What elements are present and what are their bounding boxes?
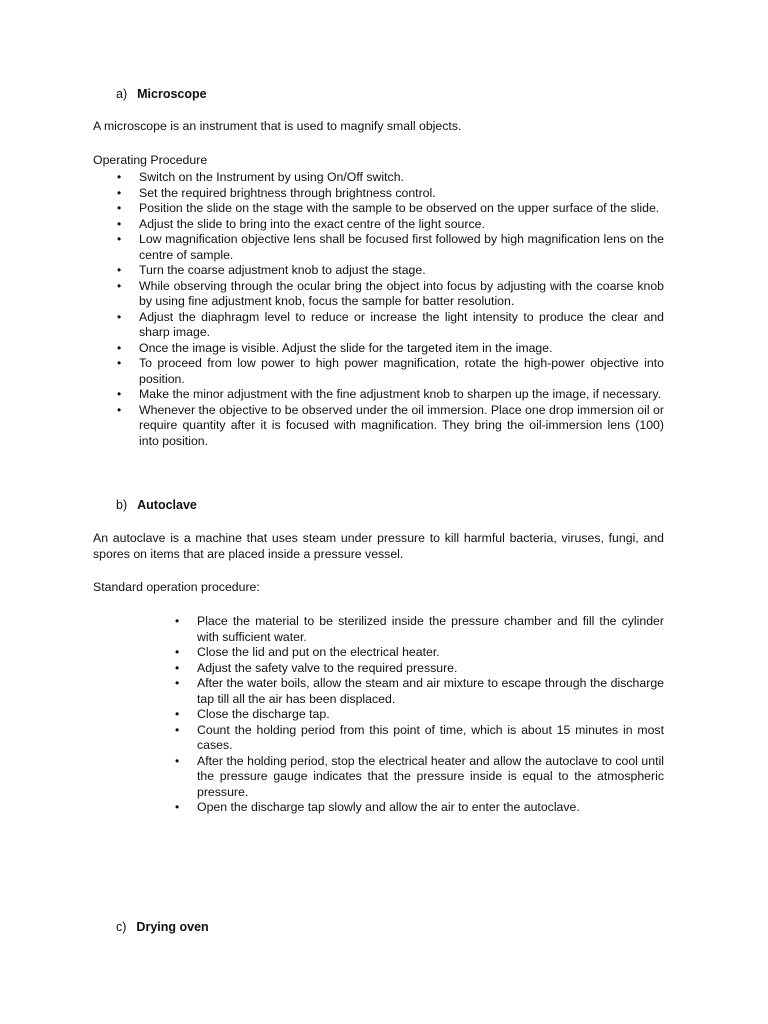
bullet-icon: • xyxy=(175,722,180,737)
list-item-text: Once the image is visible. Adjust the slide for the targeted item in the image. xyxy=(139,340,553,355)
section-title: Drying oven xyxy=(136,920,209,934)
list-item xyxy=(117,402,664,450)
bullet-icon: • xyxy=(175,753,180,768)
section-heading-drying-oven xyxy=(116,920,209,936)
list-item xyxy=(175,614,664,645)
section-letter: a) xyxy=(116,87,128,101)
list-item-text: Open the discharge tap slowly and allow the air to enter the autoclave. xyxy=(197,800,580,814)
list-item-text: Set the required brightness through brightness control. xyxy=(139,185,436,200)
list-item xyxy=(117,216,664,233)
bullet-icon: • xyxy=(117,170,122,184)
list-item-text: Switch on the Instrument by using On/Off switch. xyxy=(139,170,404,184)
list-item xyxy=(117,340,664,357)
bullet-icon: • xyxy=(175,645,180,659)
autoclave-procedure-heading: Standard operation procedure: xyxy=(93,580,260,594)
section-title: Microscope xyxy=(137,87,207,101)
list-item xyxy=(175,707,664,723)
list-item xyxy=(117,309,664,341)
list-item-text: While observing through the ocular bring the object into focus by adjusting with the coarse knob by using fine adjustment knob, focus the sample for batter resolution. xyxy=(139,278,664,308)
list-item xyxy=(117,232,664,263)
list-item-text: Count the holding period from this point of time, which is about 15 minutes in most cases. xyxy=(197,722,664,752)
list-item-text: Place the material to be sterilized inside the pressure chamber and fill the cylinder with sufficient water. xyxy=(197,614,664,644)
list-item xyxy=(117,387,664,403)
list-item-text: Turn the coarse adjustment knob to adjust the stage. xyxy=(139,263,426,277)
list-item-text: Whenever the objective to be observed under the oil immersion. Place one drop immersion oil or require quantity after it is focused with magnification. They bring the oil-immersion lens (100) into position. xyxy=(139,402,664,448)
list-item-text: Low magnification objective lens shall be focused first followed by high magnification lens on the centre of sample. xyxy=(139,232,664,262)
bullet-icon: • xyxy=(175,800,180,814)
bullet-icon: • xyxy=(175,707,180,721)
bullet-icon: • xyxy=(117,216,122,231)
list-item-text: After the water boils, allow the steam and air mixture to escape through the discharge tap till all the air has been displaced. xyxy=(197,676,664,706)
list-item xyxy=(117,263,664,279)
autoclave-intro: An autoclave is a machine that uses steam under pressure to kill harmful bacteria, viruses, fungi, and spores on items that are placed inside a pressure vessel. xyxy=(93,531,664,561)
list-item xyxy=(175,676,664,707)
bullet-icon: • xyxy=(117,185,122,200)
bullet-icon: • xyxy=(117,263,122,277)
bullet-icon: • xyxy=(117,340,122,355)
bullet-icon: • xyxy=(117,201,122,215)
list-item-text: Make the minor adjustment with the fine adjustment knob to sharpen up the image, if necessary. xyxy=(139,387,661,401)
list-item xyxy=(175,753,664,801)
list-item xyxy=(117,201,664,217)
bullet-icon: • xyxy=(175,660,180,675)
list-item-text: Adjust the safety valve to the required pressure. xyxy=(197,660,458,675)
section-heading-autoclave xyxy=(116,498,197,514)
list-item xyxy=(175,800,664,816)
bullet-icon: • xyxy=(117,387,122,401)
list-item-text: After the holding period, stop the electrical heater and allow the autoclave to cool until the pressure gauge indicates that the pressure inside is equal to the atmospheric pressure. xyxy=(197,753,664,799)
bullet-icon: • xyxy=(117,356,122,370)
bullet-icon: • xyxy=(117,402,122,417)
autoclave-steps-list xyxy=(175,614,664,816)
microscope-steps-list xyxy=(117,170,664,449)
list-item xyxy=(175,722,664,754)
bullet-icon: • xyxy=(117,309,122,324)
list-item xyxy=(175,645,664,661)
microscope-intro: A microscope is an instrument that is used to magnify small objects. xyxy=(93,119,462,133)
bullet-icon: • xyxy=(117,278,122,293)
list-item-text: Close the discharge tap. xyxy=(197,707,330,721)
list-item xyxy=(117,278,664,310)
section-letter: b) xyxy=(116,498,128,512)
list-item-text: Adjust the diaphragm level to reduce or increase the light intensity to produce the clear and sharp image. xyxy=(139,309,664,339)
microscope-procedure-heading: Operating Procedure xyxy=(93,153,208,167)
bullet-icon: • xyxy=(117,232,122,246)
section-heading-microscope xyxy=(116,87,207,103)
list-item-text: Position the slide on the stage with the sample to be observed on the upper surface of the slide. xyxy=(139,201,660,215)
section-title: Autoclave xyxy=(137,498,197,512)
list-item xyxy=(117,185,664,202)
list-item xyxy=(117,170,664,186)
list-item-text: To proceed from low power to high power magnification, rotate the high-power objective into position. xyxy=(139,356,664,386)
bullet-icon: • xyxy=(175,676,180,690)
section-letter: c) xyxy=(116,920,127,934)
list-item-text: Close the lid and put on the electrical heater. xyxy=(197,645,440,659)
list-item-text: Adjust the slide to bring into the exact centre of the light source. xyxy=(139,216,485,231)
bullet-icon: • xyxy=(175,614,180,628)
list-item xyxy=(117,356,664,387)
list-item xyxy=(175,660,664,677)
